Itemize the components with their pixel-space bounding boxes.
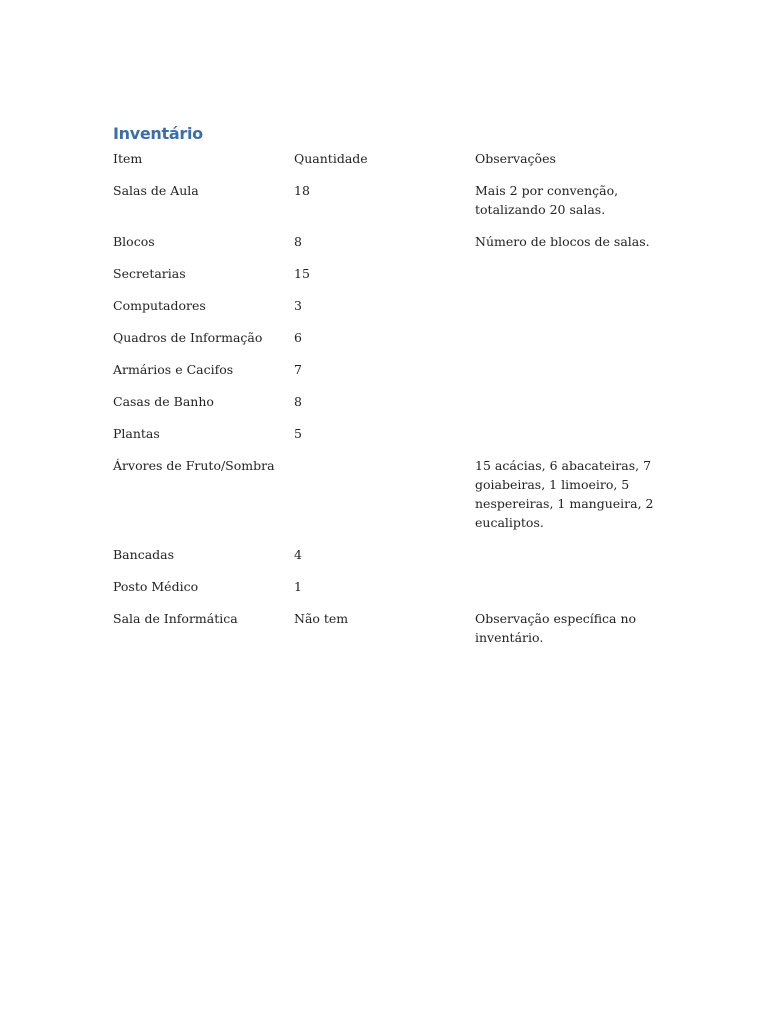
notes-cell: Número de blocos de salas.	[475, 234, 650, 249]
quantity-cell: 15	[294, 266, 310, 281]
item-cell: Sala de Informática	[113, 611, 238, 626]
column-header-quantity: Quantidade	[294, 151, 368, 166]
quantity-cell: 5	[294, 426, 302, 441]
quantity-cell: 6	[294, 330, 302, 345]
item-cell: Armários e Cacifos	[113, 362, 234, 377]
table-row	[113, 360, 673, 379]
item-cell: Bancadas	[113, 547, 175, 562]
item-cell: Casas de Banho	[113, 394, 214, 409]
quantity-cell: 18	[294, 183, 310, 198]
notes-cell: Observação específica no inventário.	[475, 611, 637, 645]
quantity-cell: 7	[294, 362, 302, 377]
table-row	[113, 328, 673, 347]
item-cell: Blocos	[113, 234, 155, 249]
item-cell: Posto Médico	[113, 579, 199, 594]
table-row	[113, 545, 673, 564]
quantity-cell: 1	[294, 579, 302, 594]
table-row	[113, 232, 673, 251]
item-cell: Plantas	[113, 426, 160, 441]
quantity-cell: 3	[294, 298, 302, 313]
page-title: Inventário	[113, 124, 203, 143]
item-cell: Árvores de Fruto/Sombra	[113, 458, 275, 473]
column-header-notes: Observações	[475, 151, 556, 166]
table-row	[113, 181, 673, 219]
item-cell: Salas de Aula	[113, 183, 199, 198]
quantity-cell: Não tem	[294, 611, 349, 626]
table-header-row	[113, 149, 673, 168]
quantity-cell: 4	[294, 547, 302, 562]
table-row	[113, 392, 673, 411]
table-row	[113, 296, 673, 315]
inventory-table	[113, 149, 673, 660]
table-row	[113, 264, 673, 283]
table-row	[113, 577, 673, 596]
column-header-item: Item	[113, 151, 143, 166]
notes-cell: 15 acácias, 6 abacateiras, 7 goiabeiras, 1 limoeiro, 5 nespereiras, 1 mangueira, 2 eucaliptos.	[475, 458, 654, 530]
quantity-cell: 8	[294, 394, 302, 409]
table-row	[113, 456, 673, 532]
item-cell: Quadros de Informação	[113, 330, 263, 345]
table-row	[113, 424, 673, 443]
notes-cell: Mais 2 por convenção, totalizando 20 salas.	[475, 183, 619, 217]
table-row	[113, 609, 673, 647]
item-cell: Secretarias	[113, 266, 186, 281]
quantity-cell: 8	[294, 234, 302, 249]
item-cell: Computadores	[113, 298, 206, 313]
